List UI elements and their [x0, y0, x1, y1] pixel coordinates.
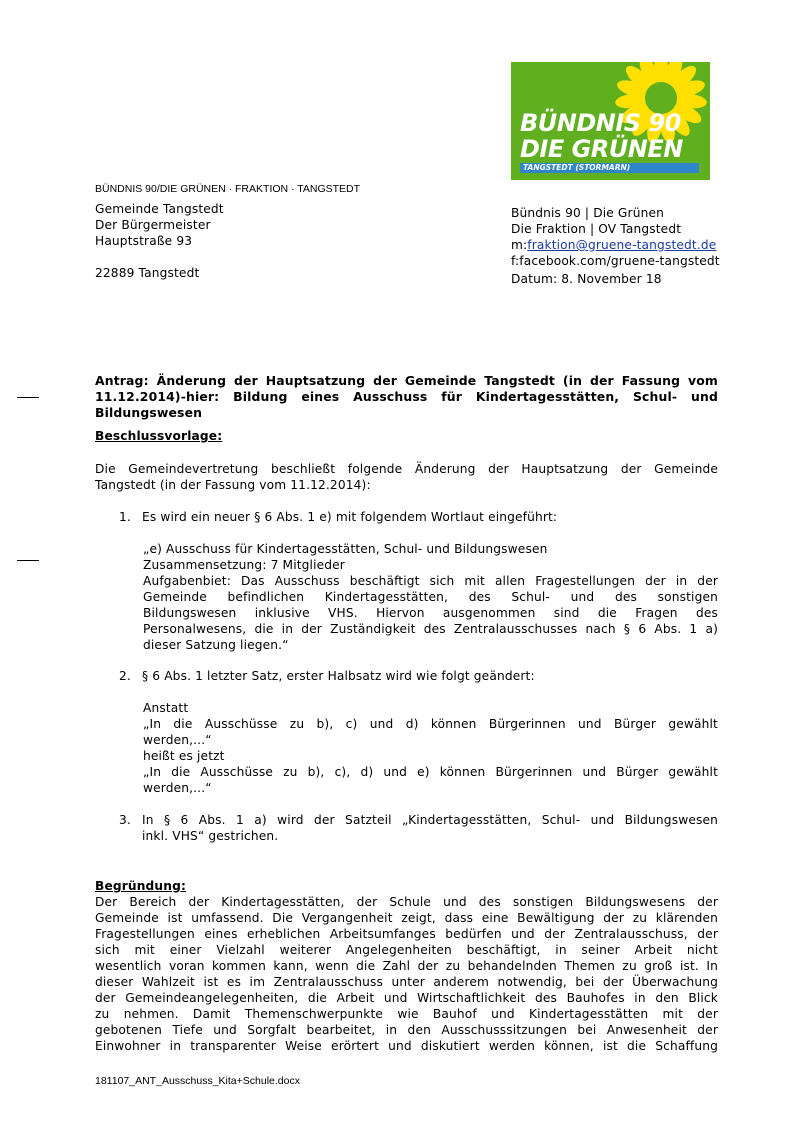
item3-line1: In § 6 Abs. 1 a) wird der Satzteil „Kindertagesstätten, Schul- und Bildungswesen [142, 813, 718, 827]
logo-line1: BÜNDNIS 90 [520, 109, 681, 137]
party-logo [511, 62, 710, 180]
begruendung-line: dieser Wahlzeit ist es im Zentralausschuss unter anderem notwendig, bei der Überwachung [95, 975, 718, 989]
begruendung-heading: Begründung: [95, 879, 186, 893]
contact-block [511, 205, 720, 269]
begruendung-line: sich mit einer Vielzahl weiterer Angelegenheiten beschäftigt, in seiner Arbeit nicht [95, 943, 718, 957]
sender-line: BÜNDNIS 90/DIE GRÜNEN · FRAKTION · TANGSTEDT [95, 183, 361, 195]
recipient-line2: Der Bürgermeister [95, 218, 211, 232]
begruendung-line: Gemeinde ist umfassend. Die Vergangenheit zeigt, dass eine Bewältigung der zu klärenden [95, 911, 718, 925]
title-line1: Antrag: Änderung der Hauptsatzung der Gemeinde Tangstedt (in der Fassung vom [95, 373, 718, 388]
list-item-1 [95, 509, 718, 525]
item1-quote [143, 541, 718, 653]
margin-mark [17, 560, 39, 561]
quote-line: Gemeinde befindlichen Kindertagesstätten, des Schul- und des sonstigen [143, 590, 718, 604]
mail-prefix: m: [511, 238, 528, 252]
quote-line: Personalwesens, die in der Zuständigkeit des Zentralausschusses nach § 6 Abs. 1 a) [143, 622, 718, 636]
contact-line1: Bündnis 90 | Die Grünen [511, 206, 664, 220]
margin-mark [17, 397, 39, 398]
begruendung-line: Einwohner in transparenter Weise erörtert und diskutiert werden können, ist die Schaffung [95, 1039, 718, 1053]
replacement-line: Anstatt [143, 701, 189, 715]
item3-line2: inkl. VHS“ gestrichen. [142, 829, 279, 843]
recipient-address [95, 201, 224, 281]
footer-filename: 181107_ANT_Ausschuss_Kita+Schule.docx [95, 1075, 300, 1087]
replacement-line: werden,...“ [143, 781, 212, 795]
list-item-3 [95, 812, 718, 844]
item-number: 3. [119, 813, 131, 827]
quote-line: Aufgabenbiet: Das Ausschuss beschäftigt sich mit allen Fragestellungen der in der [143, 574, 718, 588]
replacement-line: heißt es jetzt [143, 749, 225, 763]
begruendung-line: zu nehmen. Damit Themenschwerpunkte wie Bauhof und Kindertagesstätten mit der [95, 1007, 718, 1021]
intro-line1: Die Gemeindevertretung beschließt folgende Änderung der Hauptsatzung der Gemeinde [95, 462, 718, 476]
motion-title [95, 373, 718, 421]
title-line3: Bildungswesen [95, 405, 203, 420]
quote-line: „e) Ausschuss für Kindertagesstätten, Schul- und Bildungswesen [143, 542, 548, 556]
item2-replacement [143, 700, 718, 796]
replacement-line: werden,...“ [143, 733, 212, 747]
logo-subtitle: TANGSTEDT (STORMARN) [523, 163, 631, 172]
quote-line: Bildungswesen inklusive VHS. Hiervon ausgenommen sind die Fragen des [143, 606, 718, 620]
intro-line2: Tangstedt (in der Fassung vom 11.12.2014): [95, 478, 371, 492]
item-number: 1. [119, 510, 131, 524]
replacement-line: „In die Ausschüsse zu b), c), d) und e) können Bürgerinnen und Bürger gewählt [143, 765, 718, 779]
quote-line: Zusammensetzung: 7 Mitglieder [143, 558, 345, 572]
email-link[interactable]: fraktion@gruene-tangstedt.de [527, 238, 717, 252]
begruendung-line: der Gemeindeangelegenheiten, die Arbeit und Wirtschaftlichkeit des Bauhofes in den Blick [95, 991, 718, 1005]
item2-text: § 6 Abs. 1 letzter Satz, erster Halbsatz wird wie folgt geändert: [142, 669, 535, 683]
beschluss-intro [95, 461, 718, 493]
begruendung-line: gebotenen Tiefe und Sorgfalt bearbeitet, in den Ausschusssitzungen bei Anwesenheit der [95, 1023, 718, 1037]
begruendung-line: wesentlich voran kommen kann, wenn die Zahl der zu behandelnden Themen zu groß ist. In [95, 959, 718, 973]
beschluss-heading: Beschlussvorlage: [95, 429, 223, 443]
title-line2: 11.12.2014)-hier: Bildung eines Ausschuss für Kindertagesstätten, Schul- und [95, 389, 718, 404]
date-line: Datum: 8. November 18 [511, 272, 662, 286]
contact-line2: Die Fraktion | OV Tangstedt [511, 222, 682, 236]
recipient-city: 22889 Tangstedt [95, 266, 200, 280]
recipient-line1: Gemeinde Tangstedt [95, 202, 224, 216]
begruendung-line: Der Bereich der Kindertagesstätten, der Schule und des sonstigen Bildungswesens der [95, 895, 718, 909]
quote-line: dieser Satzung liegen.“ [143, 638, 289, 652]
item1-text: Es wird ein neuer § 6 Abs. 1 e) mit folgendem Wortlaut eingeführt: [142, 510, 558, 524]
item-number: 2. [119, 669, 131, 683]
replacement-line: „In die Ausschüsse zu b), c) und d) können Bürgerinnen und Bürger gewählt [143, 717, 718, 731]
begruendung-text [95, 894, 718, 1054]
logo-line2: DIE GRÜNEN [520, 135, 683, 163]
recipient-line3: Hauptstraße 93 [95, 234, 193, 248]
facebook-line: f:facebook.com/gruene-tangstedt [511, 254, 720, 268]
list-item-2 [95, 668, 718, 684]
begruendung-line: Fragestellungen eines erheblichen Arbeitsumfanges bedürfen und der Zentralausschuss, der [95, 927, 718, 941]
